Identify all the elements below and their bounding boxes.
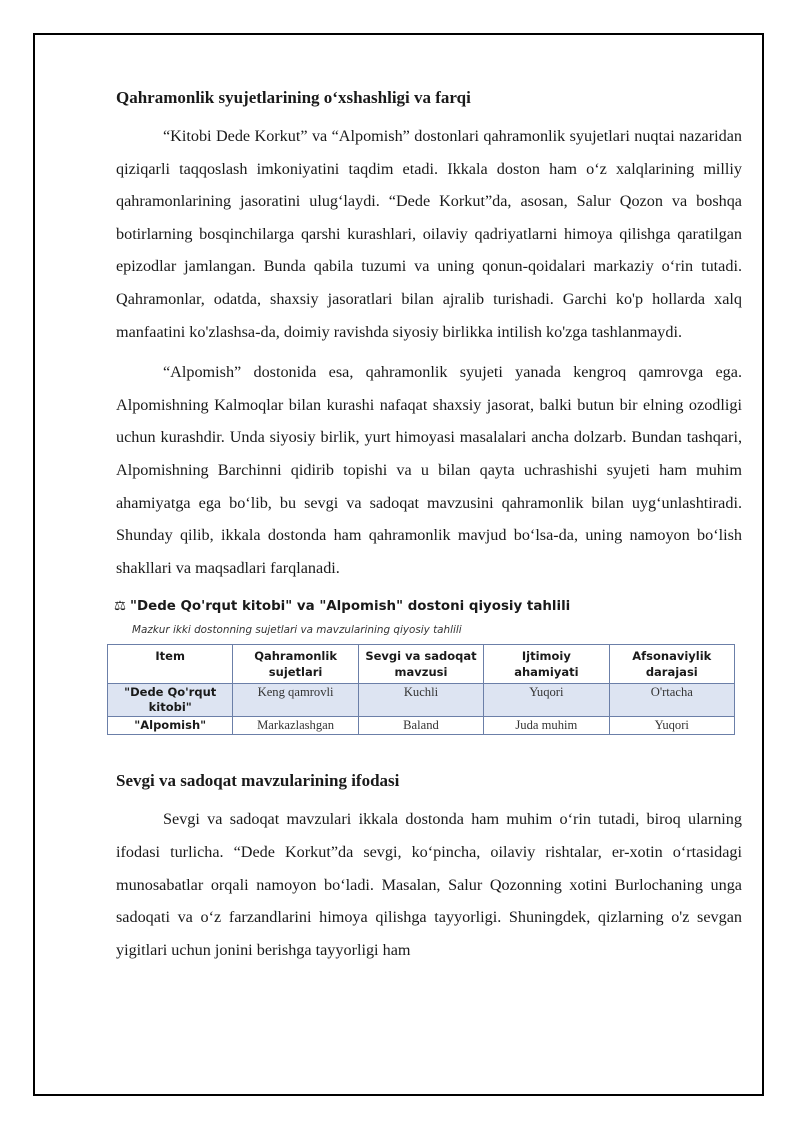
table-cell: Kuchli: [358, 684, 483, 717]
table-cell: Markazlashgan: [233, 717, 358, 735]
table-cell: Baland: [358, 717, 483, 735]
table-cell: Keng qamrovli: [233, 684, 358, 717]
column-header: Sevgi va sadoqat mavzusi: [358, 645, 483, 684]
scales-icon: ⚖: [114, 599, 127, 615]
table-cell: O'rtacha: [609, 684, 734, 717]
table-caption: Mazkur ikki dostonning sujetlari va mavzularining qiyosiy tahlili: [132, 624, 462, 637]
table-cell: Juda muhim: [484, 717, 609, 735]
comparison-table: [107, 644, 735, 735]
paragraph: “Kitobi Dede Korkut” va “Alpomish” dostonlari qahramonlik syujetlari nuqtai nazaridan qiziqarli taqqoslash imkoniyatini taqdim etadi. Ikkala doston ham oʻz xalqlarining milliy qahramonlarining jasoratini ulugʻlaydi. “Dede Korkut”da, asosan, Salur Qozon va boshqa botirlarning bosqinchilarga qarshi kurashlari, oilaviy qadriyatlarni himoya qilishga qaratilgan epizodlar jamlangan. Bunda qabila tuzumi va uning qonun-qoidalari markaziy oʻrin tutadi. Qahramonlar, odatda, shaxsiy jasoratlari bilan ajralib turishadi. Garchi ko'p hollarda xalq manfaatini ko'zlashsa-da, doimiy ravishda siyosiy birlikka intilish ko'zga tashlanmaydi.: [116, 127, 742, 341]
row-header: "Dede Qo'rqut kitobi": [108, 684, 233, 717]
column-header: Ijtimoiy ahamiyati: [484, 645, 609, 684]
table-title: [114, 598, 742, 616]
table-cell: Yuqori: [484, 684, 609, 717]
column-header: Afsonaviylik darajasi: [609, 645, 734, 684]
document-body: [116, 86, 742, 966]
section-heading-love: Sevgi va sadoqat mavzularining ifodasi: [116, 771, 400, 791]
table-title-text: "Dede Qo'rqut kitobi" va "Alpomish" dostoni qiyosiy tahlili: [130, 599, 571, 615]
table-cell: Yuqori: [609, 717, 734, 735]
column-header: Item: [108, 645, 233, 684]
table-row: [108, 717, 735, 735]
paragraph: “Alpomish” dostonida esa, qahramonlik syujeti yanada kengroq qamrovga ega. Alpomishning Kalmoqlar bilan kurashi nafaqat shaxsiy jasorat, balki butun bir elning ozodligi uchun kurashdir. Unda siyosiy birlik, yurt himoyasi masalalari ancha dolzarb. Bundan tashqari, Alpomishning Barchinni qidirib topishi va u bilan qayta uchrashishi syujeti ham muhim ahamiyatga ega boʻlib, bu sevgi va sadoqat mavzusini qahramonlik bilan uygʻunlashtiradi. Shunday qilib, ikkala dostonda ham qahramonlik mavjud boʻlsa-da, uning namoyon boʻlish shakllari va maqsadlari farqlanadi.: [116, 363, 742, 577]
table-header-row: [108, 645, 735, 684]
section-heading-heroism: Qahramonlik syujetlarining oʻxshashligi va farqi: [116, 88, 471, 107]
paragraph: Sevgi va sadoqat mavzulari ikkala dostonda ham muhim oʻrin tutadi, biroq ularning ifodasi turlicha. “Dede Korkut”da sevgi, koʻpincha, oilaviy rishtalar, er-xotin oʻrtasidagi munosabatlar orqali namoyon boʻladi. Masalan, Salur Qozonning xotini Burlochaning unga sadoqati va oʻz farzandlarini himoya qilishga tayyorligi. Shuningdek, qizlarning o'z sevgan yigitlari uchun jonini berishga tayyorligi ham: [116, 810, 742, 959]
column-header: Qahramonlik sujetlari: [233, 645, 358, 684]
row-header: "Alpomish": [108, 717, 233, 735]
table-row: [108, 684, 735, 717]
